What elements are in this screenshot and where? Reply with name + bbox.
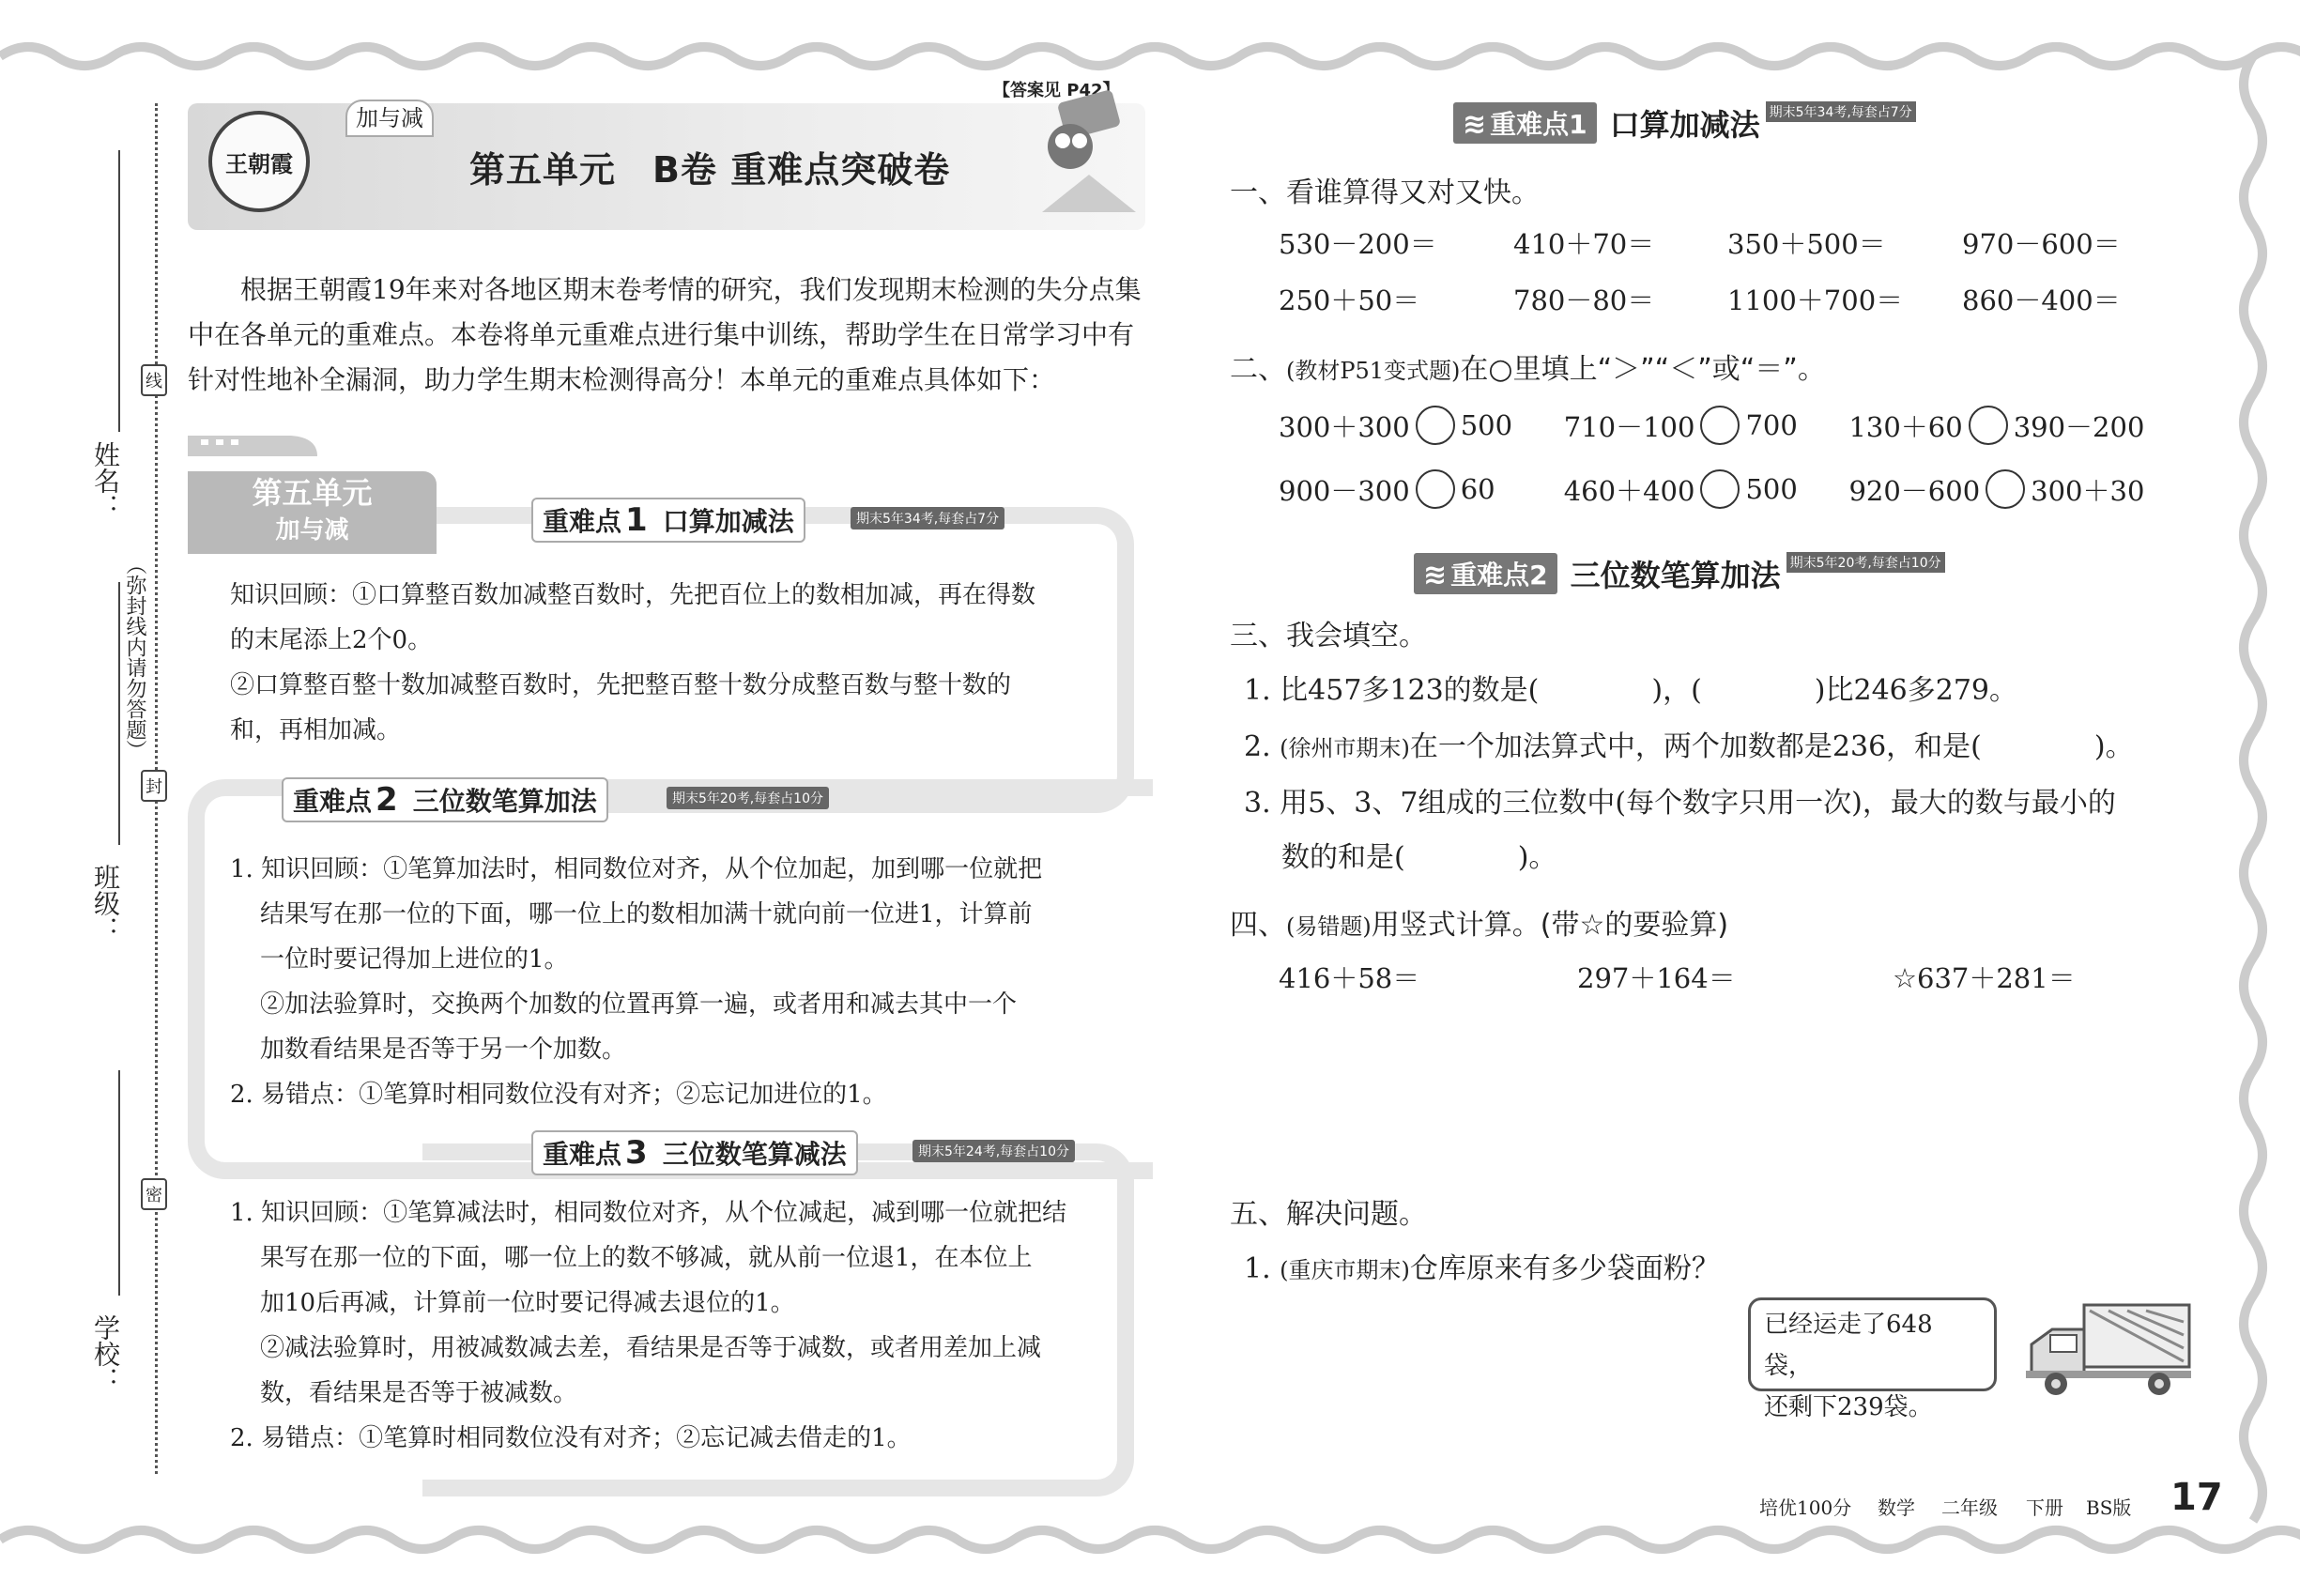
cartoon-decoration-icon — [995, 90, 1145, 231]
q5-heading — [1230, 1190, 1427, 1232]
footer-subject: 数学 — [1878, 1496, 1915, 1519]
kp2-line-2: 结果写在那一位的下面，哪一位上的数相加满十就向前一位进1，计算前 — [260, 900, 1033, 928]
kp1-title: 口算加减法 — [662, 506, 794, 537]
q3-item-3b[interactable]: 数的和是( )。 — [1281, 841, 1557, 874]
kp3-note: 期末5年24考,每套占10分 — [912, 1140, 1075, 1162]
unit-box-line1: 第五单元 — [252, 475, 373, 511]
kp2-title: 三位数笔算加法 — [412, 786, 597, 817]
unit-box — [188, 471, 437, 554]
kp1-line-1: 知识回顾：①口算整百数加减整百数时，先把百位上的数相加减，再在得数 — [230, 581, 1036, 609]
wave-marker-icon: ≋ — [1463, 108, 1487, 141]
q1-item[interactable]: 250＋50＝ — [1279, 284, 1420, 316]
kp3-line-6: 2. 易错点：①笔算时相同数位没有对齐；②忘记减去借走的1。 — [230, 1424, 912, 1452]
section-2-note: 期末5年20考,每套占10分 — [1786, 552, 1945, 573]
section-1-note: 期末5年34考,每套占7分 — [1766, 101, 1916, 122]
unit-box-line2: 加与减 — [275, 516, 349, 545]
kp1-note: 期末5年34考,每套占7分 — [851, 507, 1004, 529]
section-header-1 — [1453, 101, 1916, 145]
q2-head-text: 在○里填上“＞”“＜”或“＝”。 — [1460, 353, 1826, 386]
q4-heading — [1230, 901, 1728, 943]
q1-item[interactable]: 350＋500＝ — [1727, 228, 1886, 260]
q2-right: 390－200 — [2013, 410, 2145, 443]
q2-left: 920－600 — [1848, 474, 1981, 507]
q3-item-2-text: 在一个加法算式中，两个加数都是236，和是( )。 — [1409, 730, 2134, 763]
speech-bubble — [1748, 1297, 1997, 1421]
kp2-line-5: 加数看结果是否等于另一个加数。 — [260, 1036, 627, 1064]
kp2-num: 2 — [376, 781, 398, 819]
section-1-label: 重难点1 — [1490, 109, 1587, 140]
page-number: 17 — [2170, 1476, 2223, 1519]
seal-mark-line: 线 — [141, 364, 167, 396]
kp3-line-4: ②减法验算时，用被减数减去差，看结果是否等于减数，或者用差加上减 — [260, 1334, 1042, 1362]
q3-head-text: 三、我会填空。 — [1230, 620, 1427, 652]
kp1-line-3: ②口算整百整十数加减整百数时，先把整百整十数分成整百数与整十数的 — [230, 671, 1012, 699]
kp3-line-1: 1. 知识回顾：①笔算减法时，相同数位对齐，从个位减起，减到哪一位就把结 — [230, 1199, 1067, 1227]
kp2-line-4: ②加法验算时，交换两个加数的位置再算一遍，或者用和减去其中一个 — [260, 990, 1018, 1019]
q3-item-2[interactable] — [1244, 723, 2134, 764]
q4-item[interactable]: 416＋58＝ — [1279, 962, 1420, 994]
q4-item[interactable]: 297＋164＝ — [1577, 962, 1736, 994]
wavy-border-bottom — [0, 1521, 2300, 1558]
q4-head-text: 用竖式计算。(带☆的要验算) — [1371, 909, 1729, 942]
topic-tag: 加与减 — [345, 100, 434, 137]
compare-circle[interactable] — [1416, 469, 1455, 509]
kp3-label: 重难点 — [543, 1139, 622, 1170]
q5-item-1[interactable] — [1244, 1245, 1720, 1286]
section-2-label: 重难点2 — [1450, 560, 1548, 591]
q3-item-3a[interactable]: 3. 用5、3、7组成的三位数中(每个数字只用一次)，最大的数与最小的 — [1244, 787, 2116, 820]
section-2-title: 三位数笔算加法 — [1570, 558, 1781, 593]
kp2-line-1: 1. 知识回顾：①笔算加法时，相同数位对齐，从个位加起，加到哪一位就把 — [230, 855, 1043, 883]
compare-circle[interactable] — [1969, 406, 2008, 445]
q5-item-1-num: 1. — [1244, 1252, 1280, 1285]
q2-right: 700 — [1745, 409, 1798, 441]
q1-item[interactable]: 1100＋700＝ — [1727, 284, 1904, 316]
compare-circle[interactable] — [1416, 406, 1455, 445]
q5-head-text: 五、解决问题。 — [1230, 1198, 1427, 1231]
kp3-line-2: 果写在那一位的下面，哪一位上的数不够减，就从前一位退1，在本位上 — [260, 1244, 1033, 1272]
key-point-2-header — [282, 777, 608, 822]
seal-note: （弥封线内请勿答题） — [123, 554, 146, 760]
wavy-border-top — [0, 38, 2300, 75]
school-field[interactable] — [118, 1070, 120, 1296]
footer-volume: 下册 — [2026, 1496, 2063, 1519]
q4-head-num: 四、 — [1230, 909, 1286, 942]
section-1-title: 口算加减法 — [1609, 107, 1760, 143]
brand-logo — [208, 111, 310, 212]
q2-right: 60 — [1460, 473, 1495, 505]
footer-grade: 二年级 — [1941, 1496, 1998, 1519]
q1-item[interactable]: 970－600＝ — [1962, 228, 2121, 260]
q2-right: 500 — [1745, 473, 1798, 505]
q4-item[interactable]: ☆637＋281＝ — [1893, 962, 2076, 994]
kp2-note: 期末5年20考,每套占10分 — [667, 787, 829, 809]
q3-item-1[interactable]: 1. 比457多123的数是( )，( )比246多279。 — [1244, 674, 2018, 707]
truck-icon — [2018, 1296, 2197, 1399]
compare-circle[interactable] — [1986, 469, 2025, 509]
q1-item[interactable]: 780－80＝ — [1513, 284, 1655, 316]
q1-heading — [1230, 169, 1540, 210]
bubble-line-1: 已经运走了648袋， — [1764, 1311, 1933, 1380]
bubble-line-2: 还剩下239袋。 — [1764, 1393, 1933, 1421]
kp3-title: 三位数笔算减法 — [662, 1139, 847, 1170]
q5-item-1-text: 仓库原来有多少袋面粉？ — [1409, 1252, 1720, 1285]
q2-left: 300＋300 — [1279, 410, 1410, 443]
key-point-1-header — [531, 498, 805, 543]
key-point-3-header — [531, 1130, 858, 1175]
logo-text: 王朝霞 — [225, 149, 293, 177]
q2-left: 130＋60 — [1848, 410, 1963, 443]
q2-row-2 — [1279, 469, 2144, 509]
section-header-2 — [1414, 552, 1945, 595]
intro-paragraph: 根据王朝霞19年来对各地区期末卷考情的研究，我们发现期末检测的失分点集中在各单元的重难点。本卷将单元重难点进行集中训练，帮助学生在日常学习中有针对性地补全漏洞，助力学生期末检测得高分！本单元的重难点具体如下： — [188, 274, 1142, 395]
compare-circle[interactable] — [1700, 406, 1740, 445]
kp1-line-2: 的末尾添上2个0。 — [230, 626, 433, 654]
kp2-line-6: 2. 易错点：①笔算时相同数位没有对齐；②忘记加进位的1。 — [230, 1081, 887, 1109]
wave-marker-icon: ≋ — [1423, 559, 1448, 591]
section-1-marker — [1453, 102, 1597, 144]
class-label: 班级： — [90, 864, 121, 943]
q5-item-1-source: (重庆市期末) — [1280, 1257, 1410, 1283]
q1-row-1 — [1279, 223, 2121, 262]
page-title: 第五单元 B卷 重难点突破卷 — [469, 149, 951, 191]
footer-book: 培优100分 — [1759, 1496, 1852, 1519]
kp3-num: 3 — [625, 1134, 648, 1172]
q4-head-source: (易错题) — [1286, 913, 1372, 940]
q2-heading — [1230, 345, 1826, 387]
q4-row — [1279, 958, 2076, 996]
compare-circle[interactable] — [1700, 469, 1740, 509]
kp1-label: 重难点 — [543, 506, 622, 537]
q2-right: 500 — [1460, 409, 1513, 441]
q2-row-1 — [1279, 406, 2144, 445]
kp2-label: 重难点 — [293, 786, 373, 817]
q2-left: 900－300 — [1279, 474, 1410, 507]
q1-head-text: 一、看谁算得又对又快。 — [1230, 176, 1540, 209]
q3-item-2-source: (徐州市期末) — [1280, 735, 1410, 761]
q2-left: 710－100 — [1563, 410, 1695, 443]
kp1-line-4: 和，再相加减。 — [230, 716, 402, 744]
answer-reference: 【答案见 P42】 — [993, 81, 1120, 100]
class-field[interactable] — [118, 582, 120, 845]
q2-head-source: (教材P51变式题) — [1286, 358, 1461, 384]
school-label: 学校： — [90, 1314, 121, 1393]
kp2-line-3: 一位时要记得加上进位的1。 — [260, 945, 569, 974]
q3-heading — [1230, 612, 1427, 653]
q1-row-2 — [1279, 280, 2121, 318]
kp3-line-3: 加10后再减，计算前一位时要记得减去退位的1。 — [260, 1289, 795, 1317]
kp3-line-5: 数，看结果是否等于被减数。 — [260, 1379, 578, 1407]
q1-item[interactable]: 530－200＝ — [1279, 228, 1437, 260]
kp2-body — [230, 847, 1112, 1117]
kp1-body — [230, 573, 1112, 753]
q2-head-num: 二、 — [1230, 353, 1286, 386]
seal-mark-seal: 封 — [141, 770, 167, 802]
q3-item-2-num: 2. — [1244, 730, 1280, 763]
kp3-body — [230, 1190, 1112, 1461]
q2-right: 300＋30 — [2031, 474, 2145, 507]
q1-item[interactable]: 860－400＝ — [1962, 284, 2121, 316]
kp1-num: 1 — [625, 501, 648, 539]
q1-item[interactable]: 410＋70＝ — [1513, 228, 1655, 260]
train-icon — [188, 430, 319, 458]
name-field[interactable] — [118, 150, 120, 432]
q2-left: 460＋400 — [1563, 474, 1695, 507]
seal-mark-dense: 密 — [141, 1178, 167, 1210]
footer-edition: BS版 — [2086, 1496, 2132, 1519]
wavy-border-right — [2234, 56, 2272, 1540]
section-2-marker — [1414, 553, 1557, 594]
name-label: 姓名： — [90, 441, 121, 520]
